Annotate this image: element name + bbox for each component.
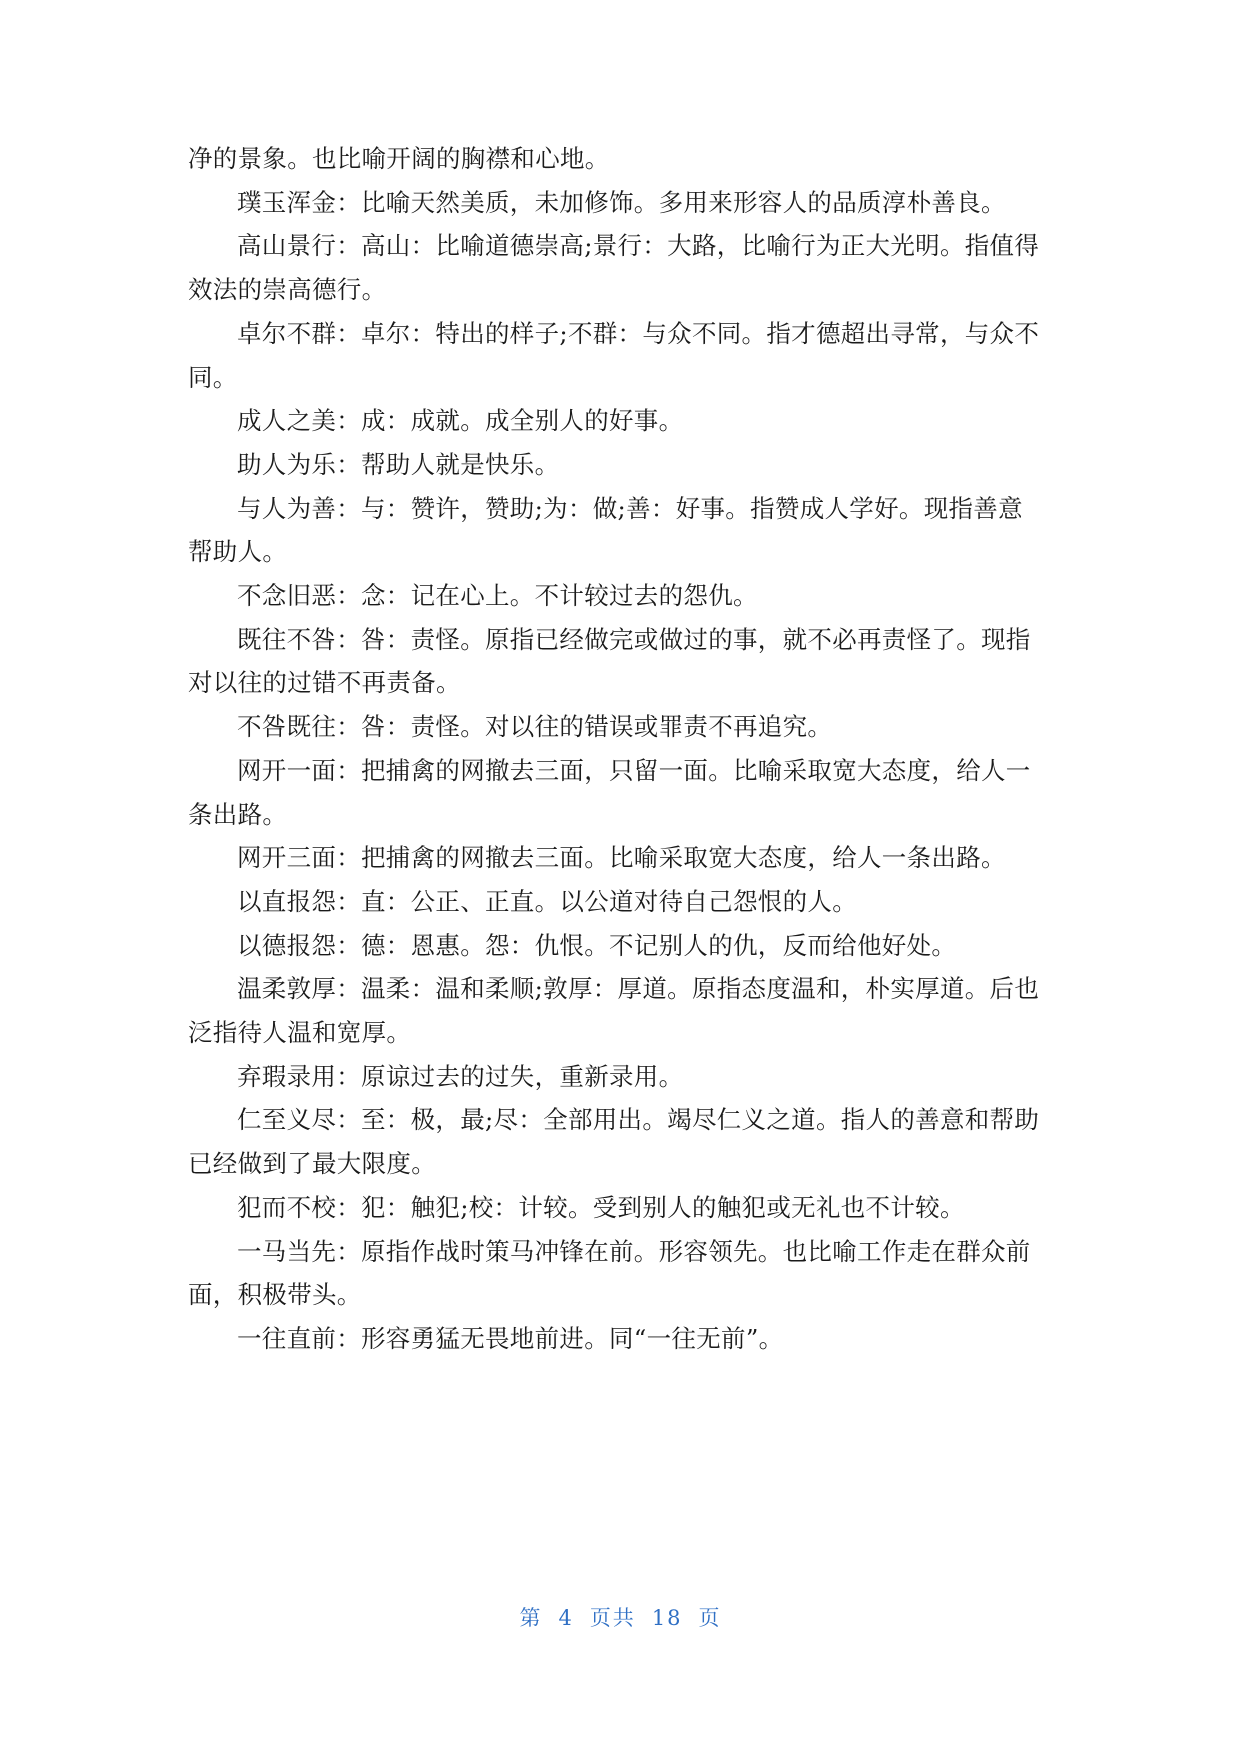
footer-prefix: 第 [519,1606,543,1630]
text-line: 已经做到了最大限度。 [188,1149,436,1179]
text-line: 卓尔不群：卓尔：特出的样子;不群：与众不同。指才德超出寻常，与众不 [237,318,1040,348]
page-footer [0,1601,1241,1635]
text-line: 仁至义尽：至：极，最;尽：全部用出。竭尽仁义之道。指人的善意和帮助 [237,1105,1040,1135]
text-line: 以直报怨：直：公正、正直。以公道对待自己怨恨的人。 [237,886,857,916]
text-line: 一往直前：形容勇猛无畏地前进。同“一往无前”。 [237,1323,784,1353]
text-line: 网开三面：把捕禽的网撤去三面。比喻采取宽大态度，给人一条出路。 [237,843,1006,873]
text-line: 效法的崇高德行。 [188,275,387,305]
text-line: 泛指待人温和宽厚。 [188,1018,412,1047]
text-line: 网开一面：把捕禽的网撤去三面，只留一面。比喻采取宽大态度，给人一 [237,755,1031,785]
footer-suffix: 页 [698,1606,722,1630]
text-line: 不念旧恶：念：记在心上。不计较过去的怨仇。 [237,581,758,610]
text-line: 助人为乐：帮助人就是快乐。 [237,449,560,479]
text-line: 与人为善：与：赞许，赞助;为：做;善：好事。指赞成人学好。现指善意 [237,493,1023,523]
text-line: 犯而不校：犯：触犯;校：计较。受到别人的触犯或无礼也不计较。 [237,1192,965,1222]
footer-page-number: 4 [558,1606,574,1630]
text-line: 一马当先：原指作战时策马冲锋在前。形容领先。也比喻工作走在群众前 [237,1236,1031,1266]
footer-total-pages: 18 [651,1606,683,1630]
text-line: 成人之美：成：成就。成全别人的好事。 [237,406,684,436]
footer-middle: 页共 [589,1606,636,1630]
text-line: 不咎既往：咎：责怪。对以往的错误或罪责不再追究。 [237,712,833,742]
text-line: 面，积极带头。 [188,1280,362,1310]
text-line: 对以往的过错不再责备。 [188,668,461,698]
text-line: 弃瑕录用：原谅过去的过失，重新录用。 [237,1061,684,1091]
text-line: 同。 [188,362,238,392]
text-line: 条出路。 [188,799,288,829]
text-line: 高山景行：高山：比喻道德崇高;景行：大路，比喻行为正大光明。指值得 [237,231,1040,261]
text-line: 以德报怨：德：恩惠。怨：仇恨。不记别人的仇，反而给他好处。 [237,930,957,960]
text-line: 帮助人。 [188,537,288,567]
text-line: 既往不咎：咎：责怪。原指已经做完或做过的事，就不必再责怪了。现指 [237,624,1031,654]
text-line: 温柔敦厚：温柔：温和柔顺;敦厚：厚道。原指态度温和，朴实厚道。后也 [237,974,1040,1004]
text-line: 净的景象。也比喻开阔的胸襟和心地。 [188,144,610,173]
text-line: 璞玉浑金：比喻天然美质，未加修饰。多用来形容人的品质淳朴善良。 [237,187,1006,217]
